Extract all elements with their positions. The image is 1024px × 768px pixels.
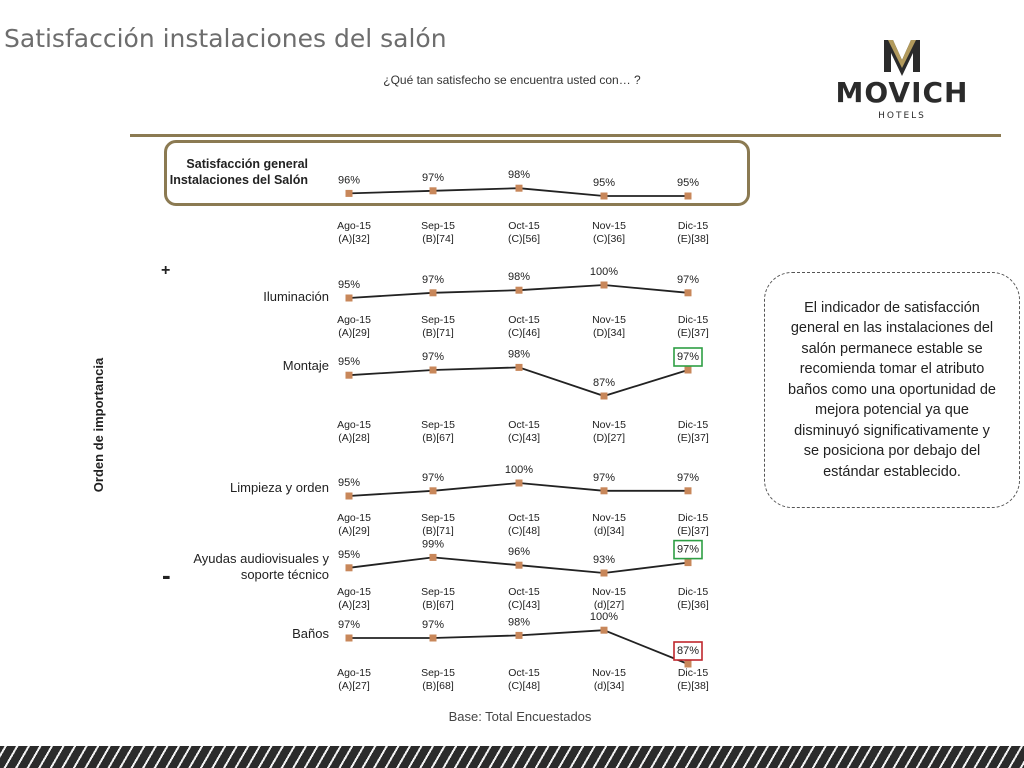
category-label-4-2-0: Oct-15 [508, 586, 540, 598]
row-label-line: Satisfacción general [186, 157, 308, 171]
data-point-5-2 [516, 632, 523, 639]
category-label-2-0-1: (A)[28] [338, 432, 370, 444]
data-label-5-1: 97% [421, 619, 445, 631]
data-point-4-1 [430, 554, 437, 561]
data-point-4-0 [346, 564, 353, 571]
data-point-0-4 [685, 193, 692, 200]
data-point-1-0 [346, 295, 353, 302]
row-label-line: Ayudas audiovisuales y [193, 551, 329, 566]
category-label-0-1-1: (B)[74] [422, 233, 454, 245]
data-label-3-4: 97% [676, 471, 700, 484]
category-label-3-4-1: (E)[37] [677, 525, 709, 537]
data-point-0-1 [430, 187, 437, 194]
page-title: Satisfacción instalaciones del salón [4, 24, 447, 53]
category-label-1-3-1: (D)[34] [592, 327, 626, 339]
category-label-3-2-0: Oct-15 [508, 512, 540, 524]
data-point-2-2 [516, 364, 523, 371]
data-point-3-2 [516, 480, 523, 487]
category-label-5-0-0: Ago-15 [337, 667, 371, 679]
category-label-3-2-1: (C)[48] [507, 525, 541, 537]
data-label-1-3: 100% [589, 266, 619, 278]
category-label-5-2-0: Oct-15 [508, 667, 540, 679]
data-label-5-3: 100% [589, 611, 619, 624]
category-label-3-3-0: Nov-15 [592, 512, 626, 524]
data-label-1-2: 98% [507, 271, 531, 284]
category-label-3-3-1: (d)[34] [593, 525, 625, 537]
category-label-4-3-0: Nov-15 [592, 586, 626, 598]
category-label-1-4-0: Dic-15 [677, 314, 709, 326]
category-label-0-0-0: Ago-15 [337, 220, 371, 232]
data-label-4-4: 97% [676, 543, 700, 556]
category-label-2-4-0: Dic-15 [677, 419, 709, 431]
data-label-4-1: 99% [421, 538, 445, 551]
category-label-1-2-1: (C)[46] [507, 327, 541, 339]
data-point-2-4 [685, 367, 692, 374]
category-label-4-4-1: (E)[36] [677, 599, 709, 611]
logo-brand-text: MOVICH [835, 76, 969, 109]
data-label-2-2: 98% [507, 348, 531, 361]
data-point-2-3 [601, 393, 608, 400]
data-point-5-0 [346, 635, 353, 642]
category-label-3-0-0: Ago-15 [337, 512, 371, 524]
row-label-line: Iluminación [263, 289, 329, 304]
data-label-0-4: 95% [676, 177, 700, 189]
row-label-line: soporte técnico [240, 567, 329, 582]
category-label-5-0-1: (A)[27] [338, 680, 370, 692]
category-label-4-0-1: (A)[23] [338, 599, 370, 611]
data-label-4-3: 93% [592, 554, 616, 566]
data-label-2-0: 95% [337, 356, 361, 369]
category-label-0-0-1: (A)[32] [338, 233, 370, 245]
data-point-5-3 [601, 627, 608, 634]
data-point-5-1 [430, 635, 437, 642]
category-label-1-2-0: Oct-15 [508, 314, 540, 326]
category-label-1-1-0: Sep-15 [421, 314, 455, 326]
category-label-1-4-1: (E)[37] [677, 327, 709, 339]
data-label-2-1: 97% [421, 351, 445, 363]
importance-axis-label: Orden de importancia [91, 357, 106, 493]
data-point-0-2 [516, 185, 523, 192]
category-label-5-4-0: Dic-15 [677, 667, 709, 679]
category-label-4-4-0: Dic-15 [677, 586, 709, 598]
category-label-3-0-1: (A)[29] [338, 525, 370, 537]
category-label-5-3-1: (d)[34] [593, 680, 625, 692]
category-label-5-4-1: (E)[38] [677, 680, 709, 692]
data-label-0-2: 98% [507, 169, 531, 182]
data-point-1-4 [685, 289, 692, 296]
category-label-1-0-1: (A)[29] [338, 327, 370, 339]
category-label-2-4-1: (E)[37] [677, 432, 709, 444]
category-label-2-1-0: Sep-15 [421, 419, 455, 431]
data-point-4-4 [685, 559, 692, 566]
category-label-2-1-1: (B)[67] [422, 432, 454, 444]
data-point-2-0 [346, 372, 353, 379]
row-label-line: Instalaciones del Salón [169, 173, 308, 187]
category-label-5-3-0: Nov-15 [592, 667, 626, 679]
data-point-0-3 [601, 193, 608, 200]
data-label-5-4: 87% [676, 645, 700, 657]
category-label-2-3-0: Nov-15 [592, 419, 626, 431]
category-label-0-3-0: Nov-15 [592, 220, 626, 232]
insight-note-text: El indicador de satisfacción general en las instalaciones del salón permanece estable se recomienda tomar el atributo baños como una oportunidad de mejora potencial ya que disminuyó significativamente y se posiciona por debajo del estándar establecido. [788, 299, 996, 480]
data-label-2-3: 87% [592, 377, 616, 389]
data-label-5-0: 97% [337, 619, 361, 631]
category-label-1-3-0: Nov-15 [592, 314, 626, 326]
data-point-2-1 [430, 367, 437, 374]
importance-plus: + [161, 262, 171, 279]
data-label-1-4: 97% [676, 273, 700, 286]
base-note: Base: Total Encuestados [448, 709, 592, 724]
data-point-4-2 [516, 562, 523, 569]
data-label-2-4: 97% [676, 351, 700, 363]
data-point-3-1 [430, 487, 437, 494]
data-point-3-4 [685, 487, 692, 494]
data-label-0-0: 96% [337, 174, 361, 187]
data-label-1-0: 95% [337, 279, 361, 291]
category-label-1-0-0: Ago-15 [337, 314, 371, 326]
data-point-4-3 [601, 570, 608, 577]
data-point-3-0 [346, 493, 353, 500]
data-label-3-2: 100% [504, 464, 534, 476]
data-point-1-2 [516, 287, 523, 294]
data-label-0-3: 95% [592, 177, 616, 189]
category-label-2-2-1: (C)[43] [507, 432, 541, 444]
data-label-5-2: 98% [507, 616, 531, 629]
category-label-3-1-0: Sep-15 [421, 512, 455, 524]
category-label-5-2-1: (C)[48] [507, 680, 541, 692]
category-label-4-0-0: Ago-15 [337, 586, 371, 598]
category-label-0-2-1: (C)[56] [507, 233, 541, 245]
data-label-3-1: 97% [421, 471, 445, 484]
category-label-0-1-0: Sep-15 [421, 220, 455, 232]
category-label-2-0-0: Ago-15 [337, 419, 371, 431]
data-point-1-3 [601, 282, 608, 289]
category-label-0-2-0: Oct-15 [508, 220, 540, 232]
category-label-5-1-1: (B)[68] [422, 680, 454, 692]
insight-note [764, 272, 1020, 508]
category-label-0-4-0: Dic-15 [677, 220, 709, 232]
category-label-4-3-1: (d)[27] [593, 599, 625, 611]
data-label-3-0: 95% [337, 477, 361, 489]
category-label-5-1-0: Sep-15 [421, 667, 455, 679]
data-label-3-3: 97% [592, 471, 616, 484]
series-line-2 [349, 367, 688, 396]
survey-question: ¿Qué tan satisfecho se encuentra usted con… ? [383, 73, 641, 87]
category-label-4-2-1: (C)[43] [507, 599, 541, 611]
data-point-0-0 [346, 190, 353, 197]
data-label-4-0: 95% [337, 548, 361, 561]
category-label-4-1-0: Sep-15 [421, 586, 455, 598]
data-point-3-3 [601, 487, 608, 494]
category-label-0-4-1: (E)[38] [677, 233, 709, 245]
category-label-0-3-1: (C)[36] [592, 233, 626, 245]
data-label-1-1: 97% [421, 273, 445, 286]
row-label-line: Baños [292, 626, 329, 641]
category-label-4-1-1: (B)[67] [422, 599, 454, 611]
category-label-2-3-1: (D)[27] [592, 432, 626, 444]
data-label-0-1: 97% [421, 171, 445, 184]
importance-minus: - [162, 560, 171, 590]
row-label-line: Montaje [282, 358, 329, 373]
category-label-2-2-0: Oct-15 [508, 419, 540, 431]
category-label-3-4-0: Dic-15 [677, 512, 709, 524]
data-point-1-1 [430, 289, 437, 296]
category-label-1-1-1: (B)[71] [422, 327, 454, 339]
category-label-3-1-1: (B)[71] [422, 525, 454, 537]
decorative-bottom-band [0, 746, 1024, 768]
data-label-4-2: 96% [507, 546, 531, 559]
row-label-line: Limpieza y orden [230, 480, 329, 495]
logo-sub-text: HOTELS [878, 111, 926, 121]
